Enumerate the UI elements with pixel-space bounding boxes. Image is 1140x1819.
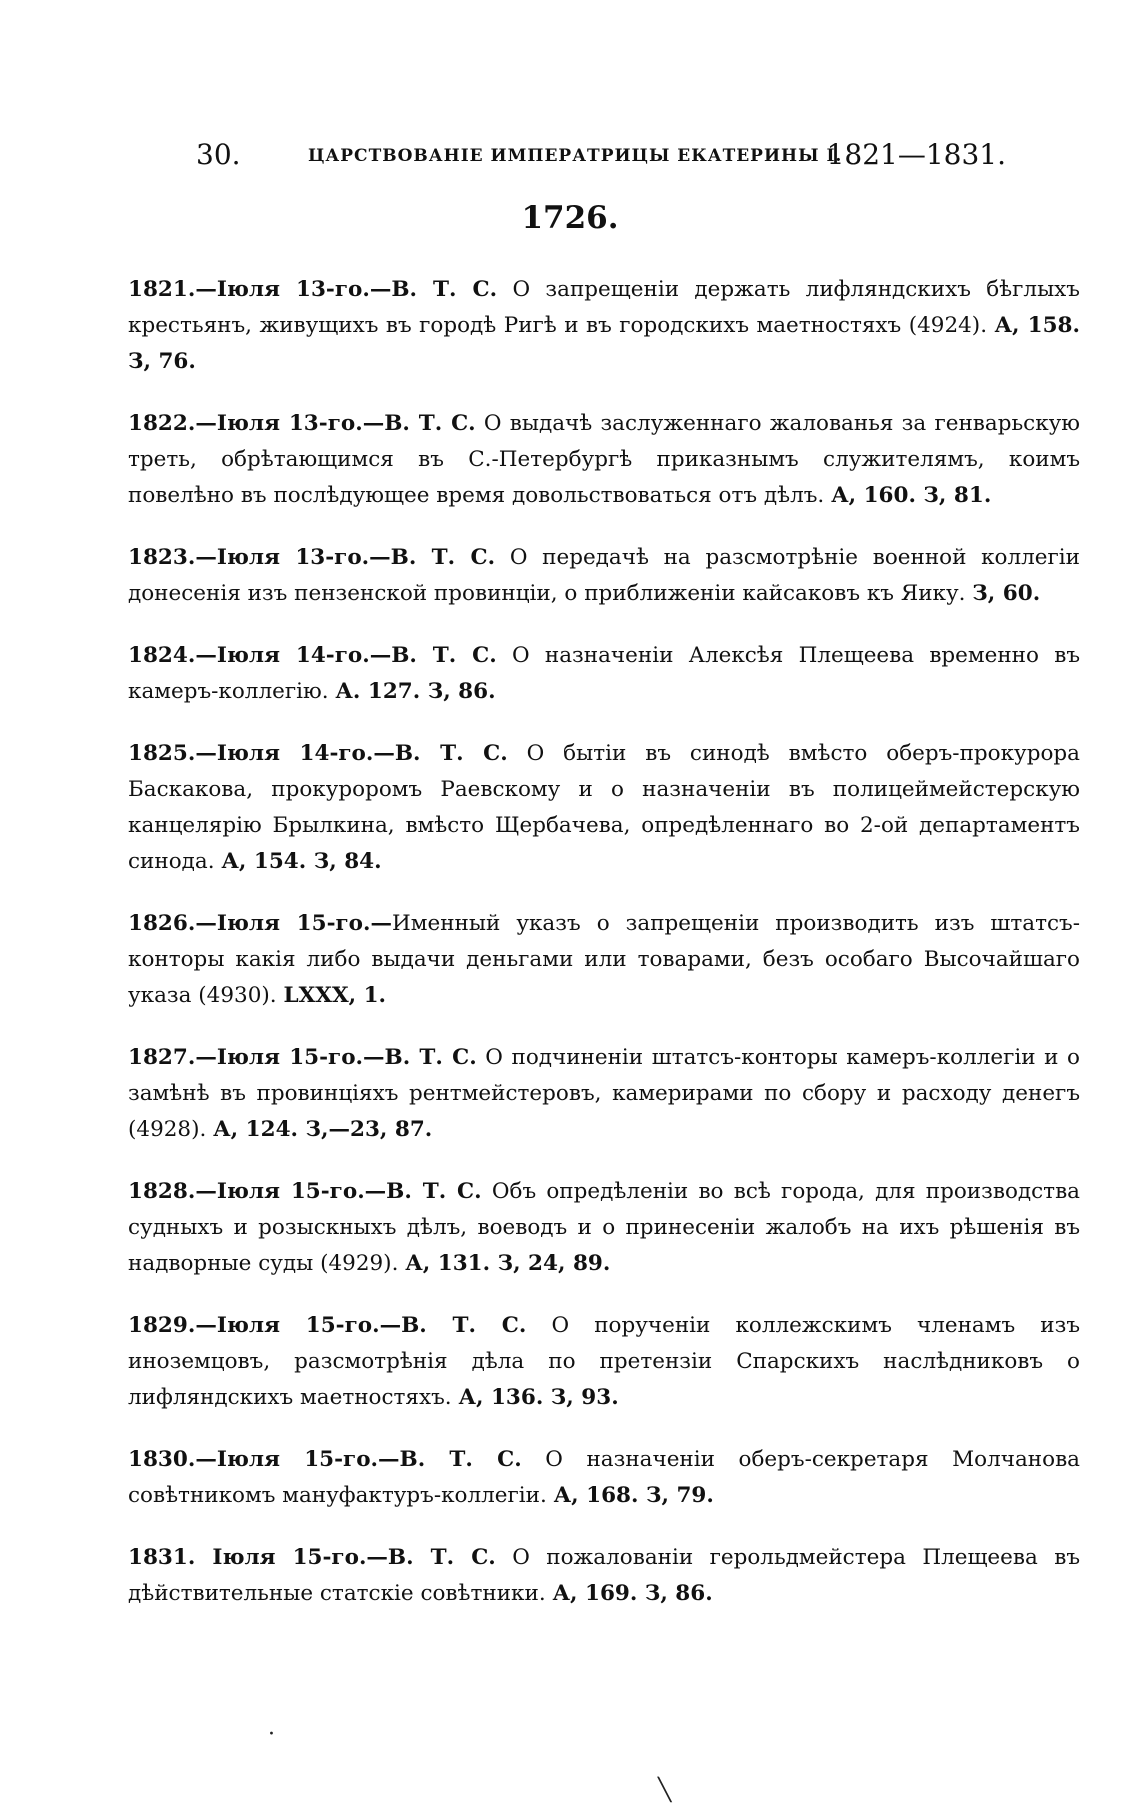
entry-1831 <box>128 1540 1080 1612</box>
entry-1821 <box>128 272 1080 380</box>
entry-id: 1822. <box>128 410 196 436</box>
entry-date: —Іюля 15-го.—В. Т. С. <box>195 1178 482 1204</box>
entry-date: —Іюля 13-го.—В. Т. С. <box>195 544 496 570</box>
entry-id: 1824. <box>128 642 196 668</box>
page-number: 30. <box>196 138 241 171</box>
entry-1828 <box>128 1174 1080 1282</box>
entry-text: О передачѣ на разсмотрѣніе военной коллегіи донесенія изъ пензенской провинціи, о приближеніи кайсаковъ къ Яику. <box>128 544 1081 606</box>
entry-id: 1821. <box>128 276 196 302</box>
entry-id: 1826. <box>128 910 196 936</box>
entry-source: А, 160. З, 81. <box>831 482 992 508</box>
entry-text: О запрещеніи держать лифляндскихъ бѣглыхъ крестьянъ, живущихъ въ городѣ Ригѣ и въ городскихъ маетностяхъ (4924). <box>128 276 1080 338</box>
entry-source: А, 131. З, 24, 89. <box>405 1250 611 1276</box>
entry-text: О выдачѣ заслуженнаго жалованья за генварьскую треть, обрѣтающимся въ С.-Петербургѣ приказнымъ служителямъ, коимъ повелѣно въ послѣдующее время довольствоваться отъ дѣлъ. <box>128 410 1081 508</box>
entry-list <box>128 250 1080 1638</box>
year-heading: 1726. <box>521 200 619 236</box>
entry-text: О бытіи въ синодѣ вмѣсто оберъ-прокурора Баскакова, прокуроромъ Раевскому и о назначеніи въ полицеймейстерскую канцелярію Брылкина, вмѣсто Щербачева, опредѣленнаго во 2-ой департаментъ синода. <box>128 740 1080 874</box>
running-title: ЦАРСТВОВАНІЕ ИМПЕРАТРИЦЫ ЕКАТЕРИНЫ I. <box>308 146 843 166</box>
entry-1823 <box>128 540 1080 612</box>
entry-1826 <box>128 906 1080 1014</box>
entry-1829 <box>128 1308 1080 1416</box>
entry-date: —Іюля 13-го.—В. Т. С. <box>195 410 476 436</box>
entry-source: А, 169. З, 86. <box>552 1580 713 1606</box>
entry-source: А, 168. З, 79. <box>553 1482 714 1508</box>
entry-text: О пожалованіи герольдмейстера Плещеева въ дѣйствительные статскіе совѣтники. <box>128 1544 1080 1606</box>
entry-text: О назначеніи оберъ-секретаря Молчанова совѣтникомъ мануфактуръ-коллегіи. <box>128 1446 1080 1508</box>
entry-id: 1830. <box>128 1446 196 1472</box>
entry-text: Объ опредѣленіи во всѣ города, для производства судныхъ и розыскныхъ дѣлъ, воеводъ и о принесеніи жалобъ на ихъ рѣшенія въ надворные суды (4929). <box>128 1178 1080 1276</box>
entry-source: А, 136. З, 93. <box>458 1384 619 1410</box>
entry-date: —Іюля 15-го.—В. Т. С. <box>195 1312 527 1338</box>
entry-1827 <box>128 1040 1080 1148</box>
entry-text: О назначеніи Алексѣя Плещеева временно въ камеръ-коллегію. <box>128 642 1080 704</box>
entry-date: —Іюля 15-го.—В. Т. С. <box>195 1044 477 1070</box>
scan-speck: ╲ <box>658 1778 672 1803</box>
entry-date: —Іюля 13-го.—В. Т. С. <box>195 276 498 302</box>
entry-source: З, 60. <box>972 580 1041 606</box>
entry-id: 1829. <box>128 1312 196 1338</box>
entry-1825 <box>128 736 1080 880</box>
entry-range: 1821—1831. <box>826 138 1006 171</box>
entry-source: А, 158. З, 76. <box>128 312 1080 374</box>
entry-source: LXXX, 1. <box>283 982 387 1008</box>
entry-source: А. 127. З, 86. <box>335 678 496 704</box>
entry-text: Именный указъ о запрещеніи производить изъ штатсъ-конторы какія либо выдачи деньгами или товарами, безъ особаго Высочайшаго указа (4930). <box>128 910 1080 1008</box>
entry-id: 1825. <box>128 740 196 766</box>
entry-source: А, 154. З, 84. <box>221 848 382 874</box>
running-header <box>196 138 1006 178</box>
entry-1822 <box>128 406 1080 514</box>
entry-1830 <box>128 1442 1080 1514</box>
entry-id: 1831. <box>128 1544 196 1570</box>
entry-date: Іюля 15-го.—В. Т. С. <box>195 1544 496 1570</box>
entry-date: —Іюля 15-го.—В. Т. С. <box>195 1446 522 1472</box>
scan-speck: · <box>268 1722 275 1747</box>
entry-id: 1827. <box>128 1044 196 1070</box>
entry-id: 1823. <box>128 544 196 570</box>
entry-text: О порученіи коллежскимъ членамъ изъ иноземцовъ, разсмотрѣнія дѣла по претензіи Спарскихъ наслѣдниковъ о лифляндскихъ маетностяхъ. <box>128 1312 1080 1410</box>
entry-date: —Іюля 14-го.—В. Т. С. <box>195 642 497 668</box>
entry-date: —Іюля 15-го.— <box>195 910 393 936</box>
entry-1824 <box>128 638 1080 710</box>
entry-date: —Іюля 14-го.—В. Т. С. <box>195 740 508 766</box>
entry-text: О подчиненіи штатсъ-конторы камеръ-коллегіи и о замѣнѣ въ провинціяхъ рентмейстеровъ, камерирами по сбору и расходу денегъ (4928). <box>128 1044 1080 1142</box>
entry-id: 1828. <box>128 1178 196 1204</box>
entry-source: А, 124. З,—23, 87. <box>213 1116 433 1142</box>
